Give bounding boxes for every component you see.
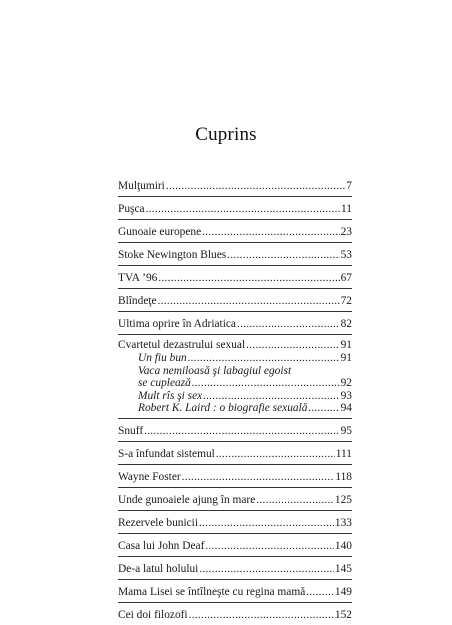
leader-dots	[205, 540, 334, 553]
leader-dots	[158, 272, 339, 285]
leader-dots	[146, 203, 340, 216]
toc-entry-title: S-a înfundat sistemul	[118, 447, 215, 460]
page-title: Cuprins	[195, 124, 257, 145]
toc-subentry-page: 94	[340, 402, 352, 415]
leader-dots	[306, 586, 334, 599]
leader-dots	[182, 471, 335, 484]
leader-dots	[202, 226, 339, 239]
toc-entry-page: 72	[340, 295, 352, 307]
leader-dots	[144, 425, 340, 438]
toc-entry	[118, 557, 352, 579]
toc-subentries	[118, 352, 352, 415]
toc-entry-page: 149	[334, 585, 352, 598]
table-of-contents	[118, 174, 352, 625]
toc-entry-title: De-a latul holului	[118, 562, 199, 575]
toc-entry	[118, 289, 352, 311]
toc-entry-page: 111	[335, 447, 352, 460]
leader-dots	[237, 318, 340, 331]
leader-dots	[192, 377, 340, 390]
toc-entry-title: Rezervele bunicii	[118, 516, 199, 529]
leader-dots	[203, 390, 339, 403]
toc-entry-title: Snuff	[118, 424, 144, 437]
toc-subentry-title: se cuplează	[138, 377, 191, 390]
toc-entry-page: 140	[334, 539, 352, 552]
leader-dots	[189, 609, 334, 622]
toc-entry-title: Casa lui John Deaf	[118, 539, 205, 552]
toc-entry-page: 82	[340, 318, 352, 330]
toc-entry	[118, 174, 352, 196]
toc-entry-page: 125	[334, 493, 352, 506]
toc-entry-title: TVA ’96	[118, 272, 158, 284]
toc-subentry-page: 91	[340, 352, 352, 364]
toc-entry-page: 95	[340, 424, 352, 437]
toc-entry-title: Ultima oprire în Adriatica	[118, 318, 236, 330]
toc-subentry	[138, 390, 352, 403]
toc-entry	[118, 197, 352, 219]
toc-entry	[118, 312, 352, 334]
toc-entry	[118, 603, 352, 625]
leader-dots	[246, 339, 339, 352]
toc-entry-title: Wayne Foster	[118, 470, 181, 483]
toc-entry-page: 152	[334, 608, 352, 621]
toc-entry-page: 118	[335, 470, 352, 483]
toc-entry	[118, 465, 352, 487]
leader-dots	[308, 402, 339, 415]
leader-dots	[216, 448, 335, 461]
toc-entry-group	[118, 335, 352, 418]
toc-entry	[118, 488, 352, 510]
leader-dots	[256, 494, 334, 507]
leader-dots	[199, 563, 334, 576]
toc-entry-title: Puşca	[118, 203, 145, 215]
leader-dots	[166, 180, 345, 193]
leader-dots	[158, 295, 340, 308]
toc-subentry-title: Mult rîs şi sex	[138, 389, 203, 402]
toc-entry-page: 133	[334, 516, 352, 529]
leader-dots	[199, 517, 334, 530]
toc-entry-page: 53	[340, 249, 352, 261]
toc-entry-page: 7	[346, 180, 352, 192]
toc-entry	[118, 511, 352, 533]
leader-dots	[188, 352, 340, 365]
toc-entry	[118, 266, 352, 288]
toc-subentry	[138, 402, 352, 415]
toc-subentry-page: 93	[340, 389, 352, 402]
toc-entry	[118, 419, 352, 441]
toc-entry	[118, 220, 352, 242]
toc-entry	[118, 442, 352, 464]
toc-subentry-title: Robert K. Laird : o biografie sexuală	[138, 402, 308, 415]
toc-entry-title: Mama Lisei se întîlneşte cu regina mamă	[118, 585, 306, 598]
toc-entry-title: Blîndeţe	[118, 295, 157, 307]
toc-entry	[118, 243, 352, 265]
toc-subentry-page: 92	[340, 377, 352, 390]
toc-entry-title: Stoke Newington Blues	[118, 249, 227, 261]
toc-subentry-title: Un fiu bun	[138, 352, 187, 364]
toc-subentry	[138, 377, 352, 390]
toc-entry-page: 23	[340, 226, 352, 238]
toc-entry-title: Mulţumiri	[118, 180, 165, 192]
toc-entry-page: 67	[340, 272, 352, 284]
toc-entry-title: Unde gunoaiele ajung în mare	[118, 493, 256, 506]
toc-entry-title: Gunoaie europene	[118, 226, 202, 238]
toc-subentry	[138, 352, 352, 365]
toc-entry-title: Cvartetul dezastrului sexual	[118, 339, 246, 351]
toc-entry-page: 11	[341, 203, 352, 215]
leader-dots	[227, 249, 339, 262]
toc-subentry-title-line: Vaca nemiloasă şi labagiul egoist	[138, 364, 292, 377]
toc-entry-title: Cei doi filozofi	[118, 608, 188, 621]
toc-entry-page: 145	[334, 562, 352, 575]
toc-entry-page: 91	[340, 339, 352, 351]
toc-entry	[118, 534, 352, 556]
toc-entry	[118, 580, 352, 602]
